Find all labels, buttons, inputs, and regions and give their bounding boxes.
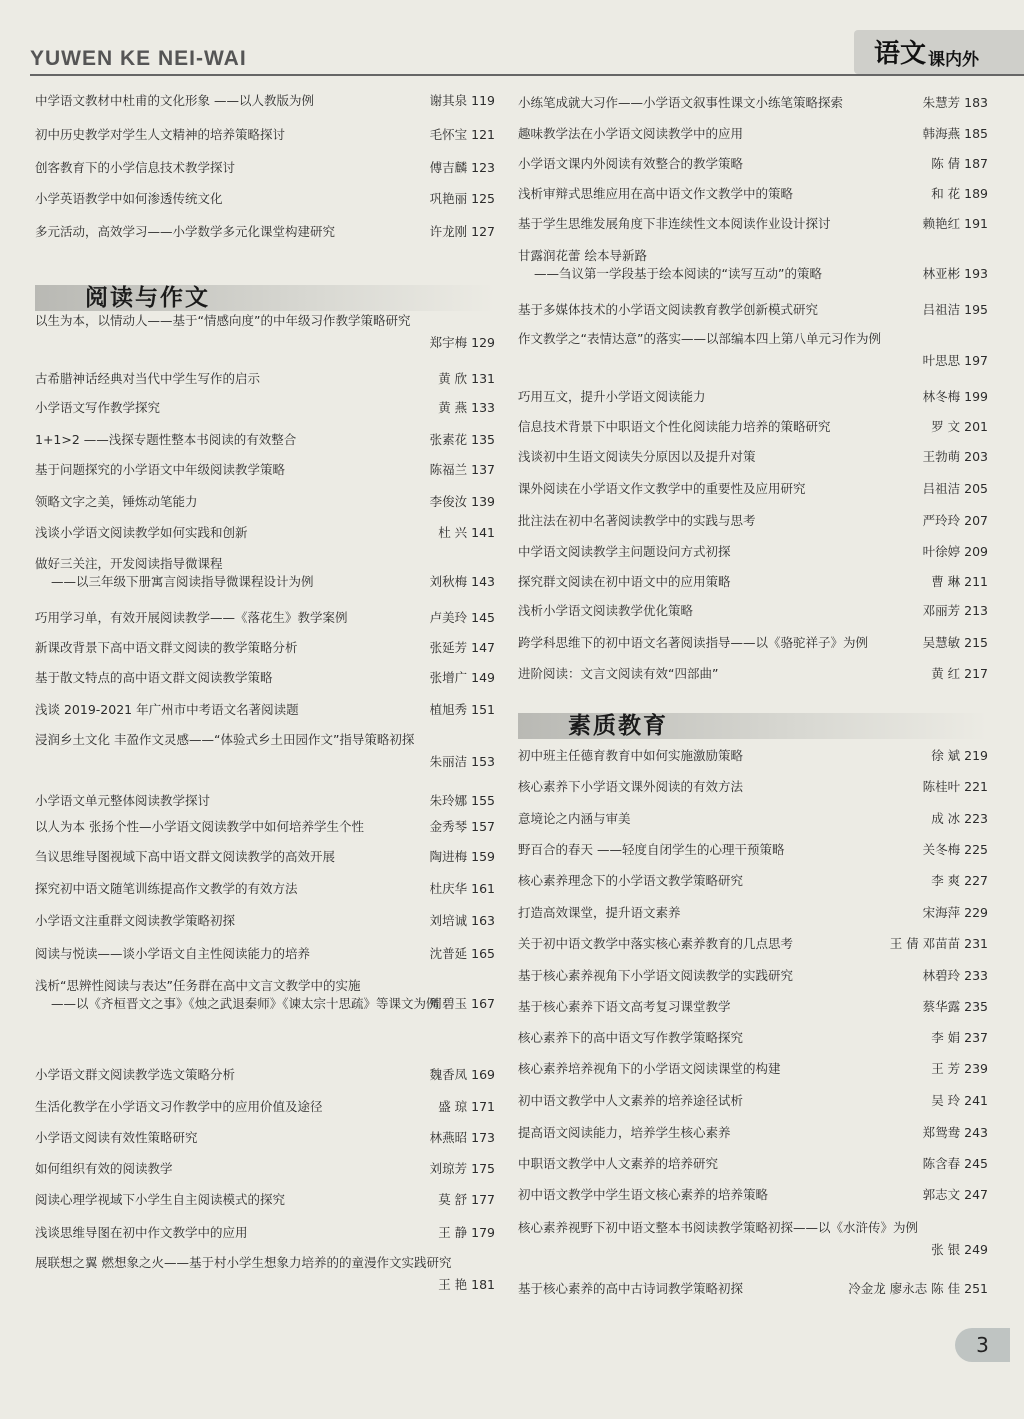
entry-subtitle: ——以《齐桓晋文之事》《烛之武退秦师》《谏太宗十思疏》等课文为例 [51, 996, 439, 1011]
entry-title: 浅谈初中生语文阅读失分原因以及提升对策 [518, 449, 756, 464]
entry-title: 巧用学习单，有效开展阅读教学——《落花生》教学案例 [35, 610, 348, 625]
brand-latin: YUWEN KE NEI-WAI [30, 47, 247, 70]
entry-title: 初中班主任德育教育中如何实施激励策略 [518, 748, 744, 763]
toc-entry[interactable] [518, 215, 988, 233]
toc-entry[interactable] [35, 524, 495, 542]
toc-entry[interactable] [518, 1155, 988, 1173]
toc-entry[interactable] [518, 480, 988, 498]
toc-entry[interactable] [518, 1029, 988, 1047]
entry-title: 野百合的春天 ——轻度自闭学生的心理干预策略 [518, 842, 785, 857]
entry-title: 探究群文阅读在初中语文中的应用策略 [518, 574, 731, 589]
entry-title: 进阶阅读：文言文阅读有效“四部曲” [518, 666, 719, 681]
entry-author-page: 金秀琴 157 [429, 819, 495, 834]
entry-author-page: 卢美玲 145 [429, 610, 495, 625]
entry-title: 创客教育下的小学信息技术教学探讨 [35, 160, 236, 175]
toc-entry[interactable] [35, 399, 495, 417]
toc-entry[interactable] [518, 904, 988, 922]
toc-entry[interactable] [518, 634, 988, 652]
entry-author-page: 吕祖洁 195 [922, 302, 988, 317]
toc-entry[interactable] [518, 512, 988, 530]
entry-author-page: 杜庆华 161 [429, 881, 495, 896]
entry-author-page: 毛怀宝 121 [429, 127, 495, 142]
entry-title: 课外阅读在小学语文作文教学中的重要性及应用研究 [518, 481, 806, 496]
entry-author-page: 成 冰 223 [931, 811, 988, 826]
entry-author-page: 周碧玉 167 [429, 996, 495, 1011]
entry-author-page: 林亚彬 193 [922, 266, 988, 281]
entry-author-page: 许龙刚 127 [429, 224, 495, 239]
entry-title: 初中历史教学对学生人文精神的培养策略探讨 [35, 127, 286, 142]
entry-title: 基于核心素养的高中古诗词教学策略初探 [518, 1281, 744, 1296]
entry-author-page: 宋海萍 229 [922, 905, 988, 920]
entry-author-page: 王 静 179 [438, 1225, 495, 1240]
entry-title: 甘露润花蕾 绘本导新路 [518, 248, 647, 263]
toc-entry[interactable] [518, 330, 988, 368]
entry-title: 小学英语教学中如何渗透传统文化 [35, 191, 223, 206]
toc-entry[interactable] [518, 967, 988, 985]
entry-title: 浸润乡土文化 丰盈作文灵感——“体验式乡土田园作文”指导策略初探 [35, 732, 415, 747]
entry-author-page: 张延芳 147 [429, 640, 495, 655]
toc-entry[interactable] [35, 190, 495, 208]
entry-author-page: 林碧玲 233 [922, 968, 988, 983]
entry-author-page: 王勃萌 203 [922, 449, 988, 464]
entry-author-page: 朱玲娜 155 [429, 793, 495, 808]
entry-author-page: 李俊汝 139 [429, 494, 495, 509]
toc-entry[interactable] [35, 818, 495, 836]
entry-title: 阅读心理学视域下小学生自主阅读模式的探究 [35, 1192, 286, 1207]
toc-entry[interactable] [518, 841, 988, 859]
entry-author-page: 朱丽洁 153 [429, 754, 495, 769]
toc-entry[interactable] [518, 810, 988, 828]
toc-entry[interactable] [35, 1098, 495, 1116]
entry-author-page: 关冬梅 225 [922, 842, 988, 857]
toc-entry[interactable] [35, 1160, 495, 1178]
toc-entry[interactable] [518, 418, 988, 436]
entry-author-page: 和 花 189 [931, 186, 988, 201]
entry-author-page: 张增广 149 [429, 670, 495, 685]
entry-title: 初中语文教学中学生语文核心素养的培养策略 [518, 1187, 769, 1202]
toc-entry[interactable] [35, 609, 495, 627]
entry-title: 打造高效课堂，提升语文素养 [518, 905, 681, 920]
entry-title: 小学语文注重群文阅读教学策略初探 [35, 913, 236, 928]
section-heading [35, 285, 495, 311]
entry-title: 中学语文教材中杜甫的文化形象 ——以人教版为例 [35, 93, 314, 108]
entry-title: 浅析小学语文阅读教学优化策略 [518, 603, 694, 618]
entry-title: 提高语文阅读能力，培养学生核心素养 [518, 1125, 731, 1140]
toc-entry[interactable] [518, 1280, 988, 1298]
entry-title: 巧用互文，提升小学语文阅读能力 [518, 389, 706, 404]
toc-entry[interactable] [518, 301, 988, 319]
entry-title: 核心素养下的高中语文写作教学策略探究 [518, 1030, 744, 1045]
entry-author-page: 邓丽芳 213 [922, 603, 988, 618]
entry-author-page: 黄 欣 131 [438, 371, 495, 386]
toc-entry[interactable] [35, 1129, 495, 1147]
toc-entry[interactable] [518, 185, 988, 203]
toc-entry[interactable] [518, 1219, 988, 1257]
entry-author-page: 王 倩 邓苗苗 231 [889, 936, 988, 951]
entry-title: 初中语文教学中人文素养的培养途径试析 [518, 1093, 744, 1108]
entry-title: 多元活动，高效学习——小学数学多元化课堂构建研究 [35, 224, 336, 239]
toc-entry[interactable] [35, 701, 495, 719]
entry-author-page: 刘培诚 163 [429, 913, 495, 928]
entry-title: 基于多媒体技术的小学语文阅读教育教学创新模式研究 [518, 302, 819, 317]
entry-author-page: 吴 玲 241 [931, 1093, 988, 1108]
entry-author-page: 沈普延 165 [429, 946, 495, 961]
entry-title: 小练笔成就大习作——小学语文叙事性课文小练笔策略探索 [518, 95, 844, 110]
entry-subtitle: ——以三年级下册寓言阅读指导微课程设计为例 [51, 574, 314, 589]
toc-entry[interactable] [518, 573, 988, 591]
entry-author-page: 盛 琼 171 [438, 1099, 495, 1114]
page-number: 3 [955, 1328, 1010, 1362]
toc-entry[interactable] [35, 431, 495, 449]
entry-title: 探究初中语文随笔训练提高作文教学的有效方法 [35, 881, 298, 896]
entry-title: 基于核心素养视角下小学语文阅读教学的实践研究 [518, 968, 794, 983]
toc-entry[interactable] [518, 543, 988, 561]
entry-title: 如何组织有效的阅读教学 [35, 1161, 173, 1176]
entry-author-page: 植旭秀 151 [429, 702, 495, 717]
entry-title: 小学语文阅读有效性策略研究 [35, 1130, 198, 1145]
entry-title: 基于问题探究的小学语文中年级阅读教学策略 [35, 462, 286, 477]
entry-subtitle: ——刍议第一学段基于绘本阅读的“读写互动”的策略 [534, 266, 822, 281]
entry-title: 信息技术背景下中职语文个性化阅读能力培养的策略研究 [518, 419, 831, 434]
entry-title: 以生为本，以情动人——基于“情感向度”的中年级习作教学策略研究 [35, 313, 411, 328]
toc-entry[interactable] [518, 155, 988, 173]
entry-author-page: 李 娟 237 [931, 1030, 988, 1045]
entry-title: 基于学生思维发展角度下非连续性文本阅读作业设计探讨 [518, 216, 831, 231]
toc-entry[interactable] [35, 639, 495, 657]
toc-entry[interactable] [518, 94, 988, 112]
entry-author-page: 陈福兰 137 [429, 462, 495, 477]
entry-title: 小学语文写作教学探究 [35, 400, 161, 415]
toc-entry[interactable] [518, 665, 988, 683]
entry-author-page: 徐 斌 219 [931, 748, 988, 763]
entry-title: 以人为本 张扬个性—小学语文阅读教学中如何培养学生个性 [35, 819, 364, 834]
section-title: 素质教育 [568, 713, 668, 739]
entry-author-page: 李 爽 227 [931, 873, 988, 888]
entry-title: 浅谈小学语文阅读教学如何实践和创新 [35, 525, 248, 540]
entry-title: 小学语文群文阅读教学选文策略分析 [35, 1067, 236, 1082]
entry-title: 关于初中语文教学中落实核心素养教育的几点思考 [518, 936, 794, 951]
toc-entry[interactable] [35, 461, 495, 479]
toc-entry[interactable] [518, 1124, 988, 1142]
entry-title: 浅谈 2019-2021 年广州市中考语文名著阅读题 [35, 702, 299, 717]
toc-entry[interactable] [35, 1224, 495, 1242]
entry-title: 核心素养培养视角下的小学语文阅读课堂的构建 [518, 1061, 781, 1076]
entry-title: 中职语文教学中人文素养的培养研究 [518, 1156, 719, 1171]
entry-author-page: 曹 琳 211 [931, 574, 988, 589]
entry-title: 1+1>2 ——浅探专题性整本书阅读的有效整合 [35, 432, 297, 447]
toc-entry[interactable] [518, 998, 988, 1016]
entry-author-page: 吴慧敏 215 [922, 635, 988, 650]
entry-author-page: 林冬梅 199 [922, 389, 988, 404]
entry-title: 批注法在初中名著阅读教学中的实践与思考 [518, 513, 756, 528]
toc-entry[interactable] [35, 669, 495, 687]
toc-entry[interactable] [35, 1191, 495, 1209]
toc-entry[interactable] [35, 912, 495, 930]
toc-entry[interactable] [35, 555, 495, 591]
entry-title: 意境论之内涵与审美 [518, 811, 631, 826]
entry-author-page: 张素花 135 [429, 432, 495, 447]
entry-title: 浅谈思维导图在初中作文教学中的应用 [35, 1225, 248, 1240]
entry-title: 阅读与悦读——谈小学语文自主性阅读能力的培养 [35, 946, 311, 961]
toc-entry[interactable] [35, 92, 495, 110]
entry-author-page: 蔡华露 235 [922, 999, 988, 1014]
entry-author-page: 谢其泉 119 [429, 93, 495, 108]
toc-entry[interactable] [35, 1254, 495, 1292]
toc-entry[interactable] [518, 388, 988, 406]
toc-entry[interactable] [518, 448, 988, 466]
entry-title: 核心素养视野下初中语文整本书阅读教学策略初探——以《水浒传》为例 [518, 1220, 919, 1235]
entry-title: 小学语文单元整体阅读教学探讨 [35, 793, 211, 808]
brand-logo [854, 30, 1024, 74]
entry-author-page: 巩艳丽 125 [429, 191, 495, 206]
toc-entry[interactable] [518, 247, 988, 283]
entry-title: 核心素养理念下的小学语文教学策略研究 [518, 873, 744, 888]
toc-entry[interactable] [518, 602, 988, 620]
entry-title: 趣味教学法在小学语文阅读教学中的应用 [518, 126, 744, 141]
entry-author-page: 罗 文 201 [931, 419, 988, 434]
entry-author-page: 陈含春 245 [922, 1156, 988, 1171]
entry-author-page: 莫 舒 177 [438, 1192, 495, 1207]
entry-title: 跨学科思维下的初中语文名著阅读指导——以《骆驼祥子》为例 [518, 635, 869, 650]
entry-author-page: 王 艳 181 [438, 1277, 495, 1292]
entry-title: 浅析审辩式思维应用在高中语文作文教学中的策略 [518, 186, 794, 201]
toc-entry[interactable] [35, 848, 495, 866]
entry-author-page: 张 银 249 [931, 1242, 988, 1257]
entry-author-page: 郑宇梅 129 [429, 335, 495, 350]
header-rule [30, 74, 1024, 76]
brand-logo-sub: 课内外 [928, 50, 980, 70]
entry-author-page: 陈桂叶 221 [922, 779, 988, 794]
toc-entry[interactable] [35, 312, 495, 350]
entry-author-page: 林燕昭 173 [429, 1130, 495, 1145]
entry-author-page: 王 芳 239 [931, 1061, 988, 1076]
section-heading [518, 713, 988, 739]
toc-entry[interactable] [35, 731, 495, 769]
entry-author-page: 黄 燕 133 [438, 400, 495, 415]
entry-author-page: 陶进梅 159 [429, 849, 495, 864]
entry-author-page: 严玲玲 207 [922, 513, 988, 528]
toc-entry[interactable] [518, 747, 988, 765]
entry-author-page: 傅吉麟 123 [429, 160, 495, 175]
entry-author-page: 冷金龙 廖永志 陈 佳 251 [848, 1281, 988, 1296]
entry-author-page: 郭志文 247 [922, 1187, 988, 1202]
toc-entry[interactable] [518, 872, 988, 890]
toc-entry[interactable] [518, 125, 988, 143]
toc-entry[interactable] [518, 1186, 988, 1204]
toc-entry[interactable] [35, 159, 495, 177]
entry-title: 做好三关注，开发阅读指导微课程 [35, 556, 223, 571]
toc-entry[interactable] [518, 778, 988, 796]
toc-entry[interactable] [518, 1060, 988, 1078]
toc-entry[interactable] [35, 945, 495, 963]
entry-title: 新课改背景下高中语文群文阅读的教学策略分析 [35, 640, 298, 655]
entry-author-page: 郑鸳鸯 243 [922, 1125, 988, 1140]
toc-entry[interactable] [35, 370, 495, 388]
entry-title: 生活化教学在小学语文习作教学中的应用价值及途径 [35, 1099, 323, 1114]
entry-author-page: 叶徐婷 209 [922, 544, 988, 559]
brand-logo-main: 语文 [874, 39, 927, 69]
toc-entry[interactable] [35, 977, 495, 1013]
toc-entry[interactable] [35, 126, 495, 144]
section-title: 阅读与作文 [85, 285, 210, 311]
entry-title: 作文教学之“表情达意”的落实——以部编本四上第八单元习作为例 [518, 331, 881, 346]
entry-author-page: 黄 红 217 [931, 666, 988, 681]
entry-author-page: 杜 兴 141 [438, 525, 495, 540]
entry-author-page: 韩海燕 185 [922, 126, 988, 141]
entry-author-page: 魏香凤 169 [429, 1067, 495, 1082]
entry-author-page: 刘琼芳 175 [429, 1161, 495, 1176]
toc-entry[interactable] [35, 792, 495, 810]
entry-author-page: 吕祖洁 205 [922, 481, 988, 496]
toc-entry[interactable] [518, 1092, 988, 1110]
entry-title: 小学语文课内外阅读有效整合的教学策略 [518, 156, 744, 171]
entry-author-page: 赖艳红 191 [922, 216, 988, 231]
entry-title: 古希腊神话经典对当代中学生写作的启示 [35, 371, 261, 386]
entry-title: 基于核心素养下语文高考复习课堂教学 [518, 999, 731, 1014]
entry-author-page: 陈 倩 187 [931, 156, 988, 171]
entry-author-page: 刘秋梅 143 [429, 574, 495, 589]
entry-title: 领略文字之美，锤炼动笔能力 [35, 494, 198, 509]
toc-entry[interactable] [35, 1066, 495, 1084]
page-header [0, 0, 1024, 80]
entry-title: 核心素养下小学语文课外阅读的有效方法 [518, 779, 744, 794]
entry-title: 展联想之翼 燃想象之火——基于村小学生想象力培养的的童漫作文实践研究 [35, 1255, 452, 1270]
entry-title: 中学语文阅读教学主问题设问方式初探 [518, 544, 731, 559]
entry-title: 浅析“思辨性阅读与表达”任务群在高中文言文教学中的实施 [35, 978, 361, 993]
toc-entry[interactable] [35, 223, 495, 241]
entry-author-page: 朱慧芳 183 [922, 95, 988, 110]
entry-title: 刍议思维导图视域下高中语文群文阅读教学的高效开展 [35, 849, 336, 864]
entry-author-page: 叶思思 197 [922, 353, 988, 368]
toc-entry[interactable] [35, 880, 495, 898]
toc-entry[interactable] [35, 493, 495, 511]
toc-entry[interactable] [518, 935, 988, 953]
entry-title: 基于散文特点的高中语文群文阅读教学策略 [35, 670, 273, 685]
